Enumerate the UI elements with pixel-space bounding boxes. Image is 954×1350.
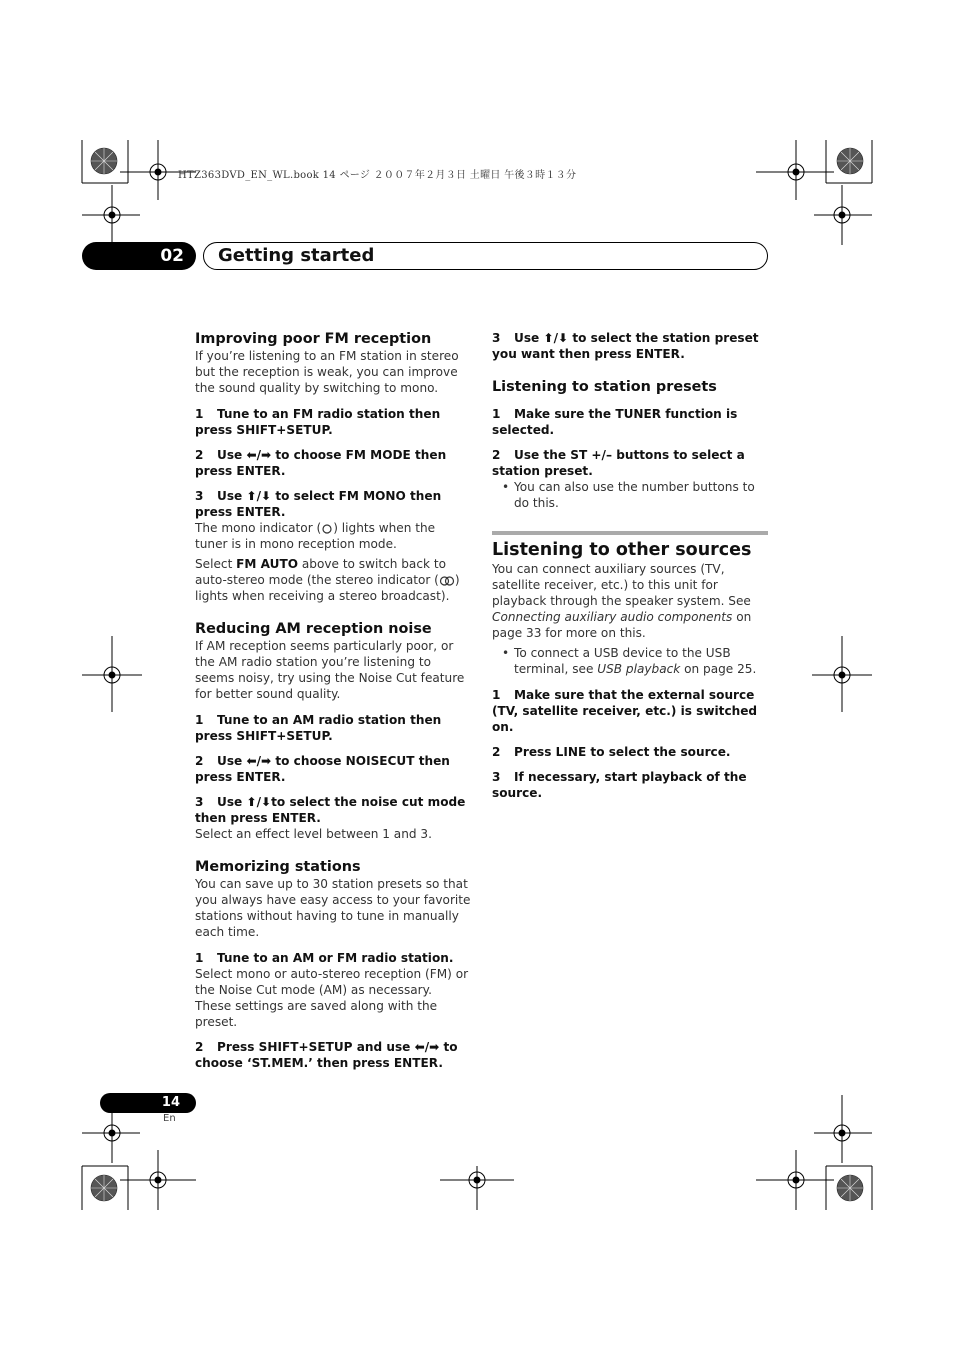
step-text: Tune to an AM radio station then press SHIFT+SETUP. — [195, 713, 442, 743]
fm-step-3 — [195, 488, 471, 520]
am-step-1 — [195, 712, 471, 744]
mem-heading: Memorizing stations — [195, 859, 361, 875]
step-number: 3 — [195, 489, 204, 503]
fm-step-2 — [195, 447, 471, 479]
right-column — [492, 330, 768, 801]
chapter-number: 02 — [82, 242, 196, 270]
step-text: Tune to an FM radio station then press SHIFT+SETUP. — [195, 407, 441, 437]
left-right-arrow-icon: ⬅/➡ — [414, 1040, 440, 1054]
step-text-b: to select the station preset you want then press ENTER. — [492, 331, 759, 361]
other-intro — [492, 561, 768, 641]
step-text: Make sure that the external source (TV, satellite receiver, etc.) is switched on. — [492, 688, 758, 734]
step-text-a: Use — [217, 795, 243, 809]
chapter-header — [203, 242, 768, 270]
step-text-b: to choose FM MODE then press ENTER. — [195, 448, 447, 478]
usb-bullet — [492, 645, 768, 677]
step-number: 3 — [492, 331, 501, 345]
mono-indicator-icon — [321, 524, 333, 534]
step-text-a: Use — [217, 754, 243, 768]
step-number: 2 — [195, 448, 204, 462]
step-text: Tune to an AM or FM radio station. — [217, 951, 454, 965]
intro-ref: Connecting auxiliary audio components — [492, 610, 733, 624]
listen-step-2 — [492, 447, 768, 479]
note-text-c: ) lights when receiving a stereo broadcast). — [195, 573, 460, 603]
step-text-b: to choose ‘ST.MEM.’ then press ENTER. — [195, 1040, 458, 1070]
fm-intro: If you’re listening to an FM station in stereo but the reception is weak, you can improve the sound quality by switching to mono. — [195, 349, 459, 395]
step-number: 2 — [492, 448, 501, 462]
section-divider — [492, 531, 768, 535]
step-text: Make sure the TUNER function is selected. — [492, 407, 738, 437]
fm-mono-note — [195, 520, 471, 552]
fm-step-1 — [195, 406, 471, 438]
am-step-3-note: Select an effect level between 1 and 3. — [195, 827, 432, 841]
other-step-1 — [492, 687, 768, 735]
step-text-a: Use — [217, 448, 243, 462]
intro-text-a: You can connect auxiliary sources (TV, satellite receiver, etc.) to this unit for playback through the speaker system. See — [492, 562, 751, 608]
other-step-3 — [492, 769, 768, 801]
up-down-arrow-icon: ⬆/⬇ — [246, 795, 272, 809]
mem-step-3 — [492, 330, 768, 362]
step-text-b: to choose NOISECUT then press ENTER. — [195, 754, 450, 784]
step-text: If necessary, start playback of the source. — [492, 770, 747, 800]
chapter-title: Getting started — [218, 245, 375, 266]
stereo-indicator-icon — [439, 576, 455, 586]
step-text-a: Use — [217, 489, 243, 503]
mem-intro: You can save up to 30 station presets so that you always have easy access to your favorite stations without having to tune in manually each time. — [195, 877, 471, 939]
left-right-arrow-icon: ⬅/➡ — [246, 754, 272, 768]
listen-step-1 — [492, 406, 768, 438]
step-text: Use the ST +/– buttons to select a station preset. — [492, 448, 745, 478]
other-step-2 — [492, 744, 768, 760]
mem-step-1 — [195, 950, 471, 966]
step-number: 1 — [195, 951, 204, 965]
step-number: 3 — [492, 770, 501, 784]
am-intro: If AM reception seems particularly poor, or the AM radio station you’re listening to seems noisy, try using the Noise Cut feature for better sound quality. — [195, 639, 465, 701]
language-code: En — [163, 1113, 176, 1124]
print-slug: HTZ363DVD_EN_WL.book 14 ページ ２００７年２月３日 土曜日 午後３時１３分 — [178, 170, 577, 181]
step-number: 1 — [195, 713, 204, 727]
bullet-text-a: To connect a USB device to the USB terminal, see — [514, 646, 731, 676]
fm-auto-label: FM AUTO — [236, 557, 299, 571]
listen-heading: Listening to station presets — [492, 379, 717, 395]
step-text-a: Press SHIFT+SETUP and use — [217, 1040, 411, 1054]
step-number: 3 — [195, 795, 204, 809]
note-text-a: Select — [195, 557, 233, 571]
step-number: 1 — [492, 407, 501, 421]
left-column — [195, 330, 471, 1071]
step-text-a: Use — [514, 331, 540, 345]
step-text-b: to select FM MONO then press ENTER. — [195, 489, 442, 519]
bullet-text-b: on page 25. — [684, 662, 757, 676]
step-text: Press LINE to select the source. — [514, 745, 731, 759]
up-down-arrow-icon: ⬆/⬇ — [543, 331, 569, 345]
listen-bullet: • You can also use the number buttons to do this. — [492, 479, 768, 511]
note-text-a: The mono indicator ( — [195, 521, 322, 535]
am-step-3 — [195, 794, 471, 826]
step-number: 1 — [195, 407, 204, 421]
am-heading: Reducing AM reception noise — [195, 621, 432, 637]
intro-text-b: on page 33 for more on this. — [492, 610, 752, 640]
step-text-b: to select the noise cut mode then press ENTER. — [195, 795, 466, 825]
am-step-2 — [195, 753, 471, 785]
other-sources-heading: Listening to other sources — [492, 540, 752, 560]
note-text-b: ) lights when the tuner is in mono reception mode. — [195, 521, 436, 551]
left-right-arrow-icon: ⬅/➡ — [246, 448, 272, 462]
up-down-arrow-icon: ⬆/⬇ — [246, 489, 272, 503]
mem-step-1-note: Select mono or auto-stereo reception (FM) or the Noise Cut mode (AM) as necessary. These settings are saved along with the preset. — [195, 967, 469, 1029]
step-number: 1 — [492, 688, 501, 702]
step-number: 2 — [492, 745, 501, 759]
bullet-ref: USB playback — [597, 662, 681, 676]
page-number: 14 — [100, 1093, 196, 1113]
fm-auto-note — [195, 556, 471, 604]
step-number: 2 — [195, 1040, 204, 1054]
fm-heading: Improving poor FM reception — [195, 331, 432, 347]
mem-step-2 — [195, 1039, 471, 1071]
step-number: 2 — [195, 754, 204, 768]
note-text-b: above to switch back to auto-stereo mode (the stereo indicator ( — [195, 557, 446, 587]
